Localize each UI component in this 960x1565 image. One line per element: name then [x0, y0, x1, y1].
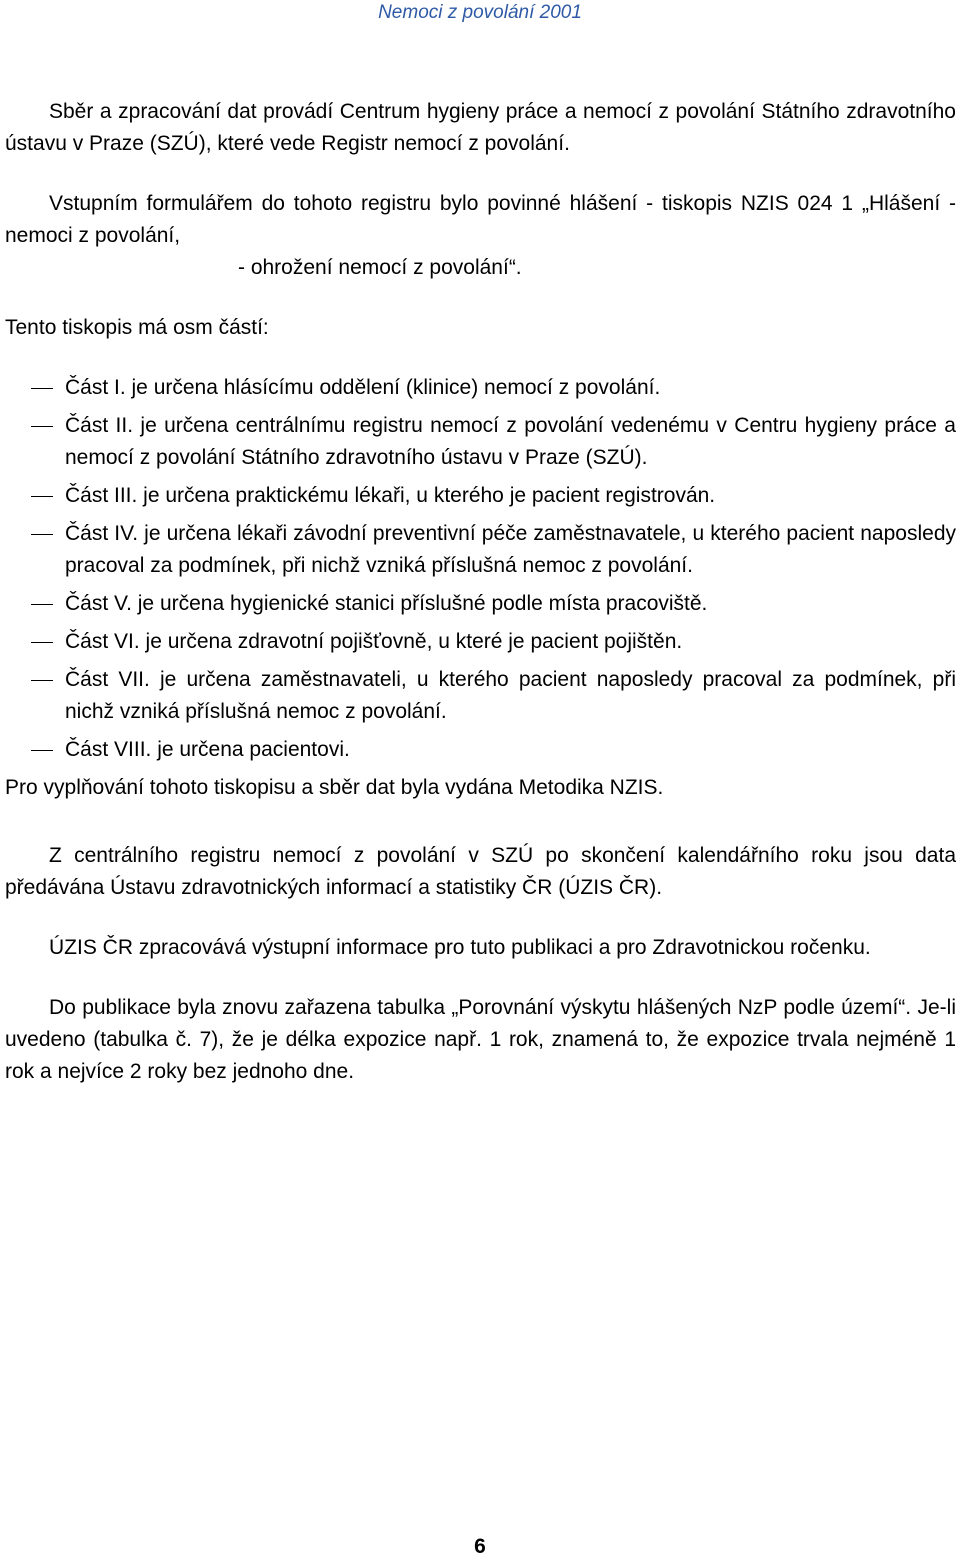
form-parts-list	[5, 372, 956, 766]
dash-bullet-icon	[31, 680, 53, 681]
paragraph-data-collection: Sběr a zpracování dat provádí Centrum hygieny práce a nemocí z povolání Státního zdravotního ústavu v Praze (SZÚ), které vede Registr nemocí z povolání.	[5, 100, 956, 155]
paragraph-input-form-line2: - ohrožení nemocí z povolání“.	[238, 256, 522, 279]
list-item: Část IV. je určena lékaři závodní preventivní péče zaměstnavatele, u kterého pacient naposledy pracoval za podmínek, při nichž vzniká příslušná nemoc z povolání.	[5, 518, 956, 582]
list-item: Část VIII. je určena pacientovi.	[5, 734, 956, 766]
page-body	[5, 96, 956, 1088]
dash-bullet-icon	[31, 426, 53, 427]
list-item: Část VII. je určena zaměstnavateli, u kterého pacient naposledy pracoval za podmínek, při nichž vzniká příslušná nemoc z povolání.	[5, 664, 956, 728]
dash-bullet-icon	[31, 750, 53, 751]
dash-bullet-icon	[31, 496, 53, 497]
page-number: 6	[474, 1535, 486, 1558]
dash-bullet-icon	[31, 604, 53, 605]
list-item: Část V. je určena hygienické stanici příslušné podle místa pracoviště.	[5, 588, 956, 620]
paragraph-input-form: Vstupním formulářem do tohoto registru bylo povinné hlášení - tiskopis NZIS 024 1 „Hlášení - nemoci z povolání,	[5, 192, 956, 247]
dash-bullet-icon	[31, 534, 53, 535]
paragraph-uzis-output: ÚZIS ČR zpracovává výstupní informace pro tuto publikaci a pro Zdravotnickou ročenku.	[49, 936, 871, 959]
running-header: Nemoci z povolání 2001	[378, 2, 582, 23]
paragraph-central-registry: Z centrálního registru nemocí z povolání v SZÚ po skončení kalendářního roku jsou data předávána Ústavu zdravotnických informací a statistiky ČR (ÚZIS ČR).	[5, 844, 956, 899]
paragraph-methodology: Pro vyplňování tohoto tiskopisu a sběr dat byla vydána Metodika NZIS.	[5, 776, 664, 799]
dash-bullet-icon	[31, 388, 53, 389]
paragraph-publication-table: Do publikace byla znovu zařazena tabulka „Porovnání výskytu hlášených NzP podle území“. Je-li uvedeno (tabulka č. 7), že je délka expozice např. 1 rok, znamená to, že expozice trvala nejméně 1 rok a nejvíce 2 roky bez jednoho dne.	[5, 996, 956, 1083]
list-item: Část II. je určena centrálnímu registru nemocí z povolání vedenému v Centru hygieny práce a nemocí z povolání Státního zdravotního ústavu v Praze (SZÚ).	[5, 410, 956, 474]
dash-bullet-icon	[31, 642, 53, 643]
list-item: Část III. je určena praktickému lékaři, u kterého je pacient registrován.	[5, 480, 956, 512]
list-item: Část I. je určena hlásícímu oddělení (klinice) nemocí z povolání.	[5, 372, 956, 404]
paragraph-form-parts-intro: Tento tiskopis má osm částí:	[5, 316, 269, 339]
list-item: Část VI. je určena zdravotní pojišťovně, u které je pacient pojištěn.	[5, 626, 956, 658]
